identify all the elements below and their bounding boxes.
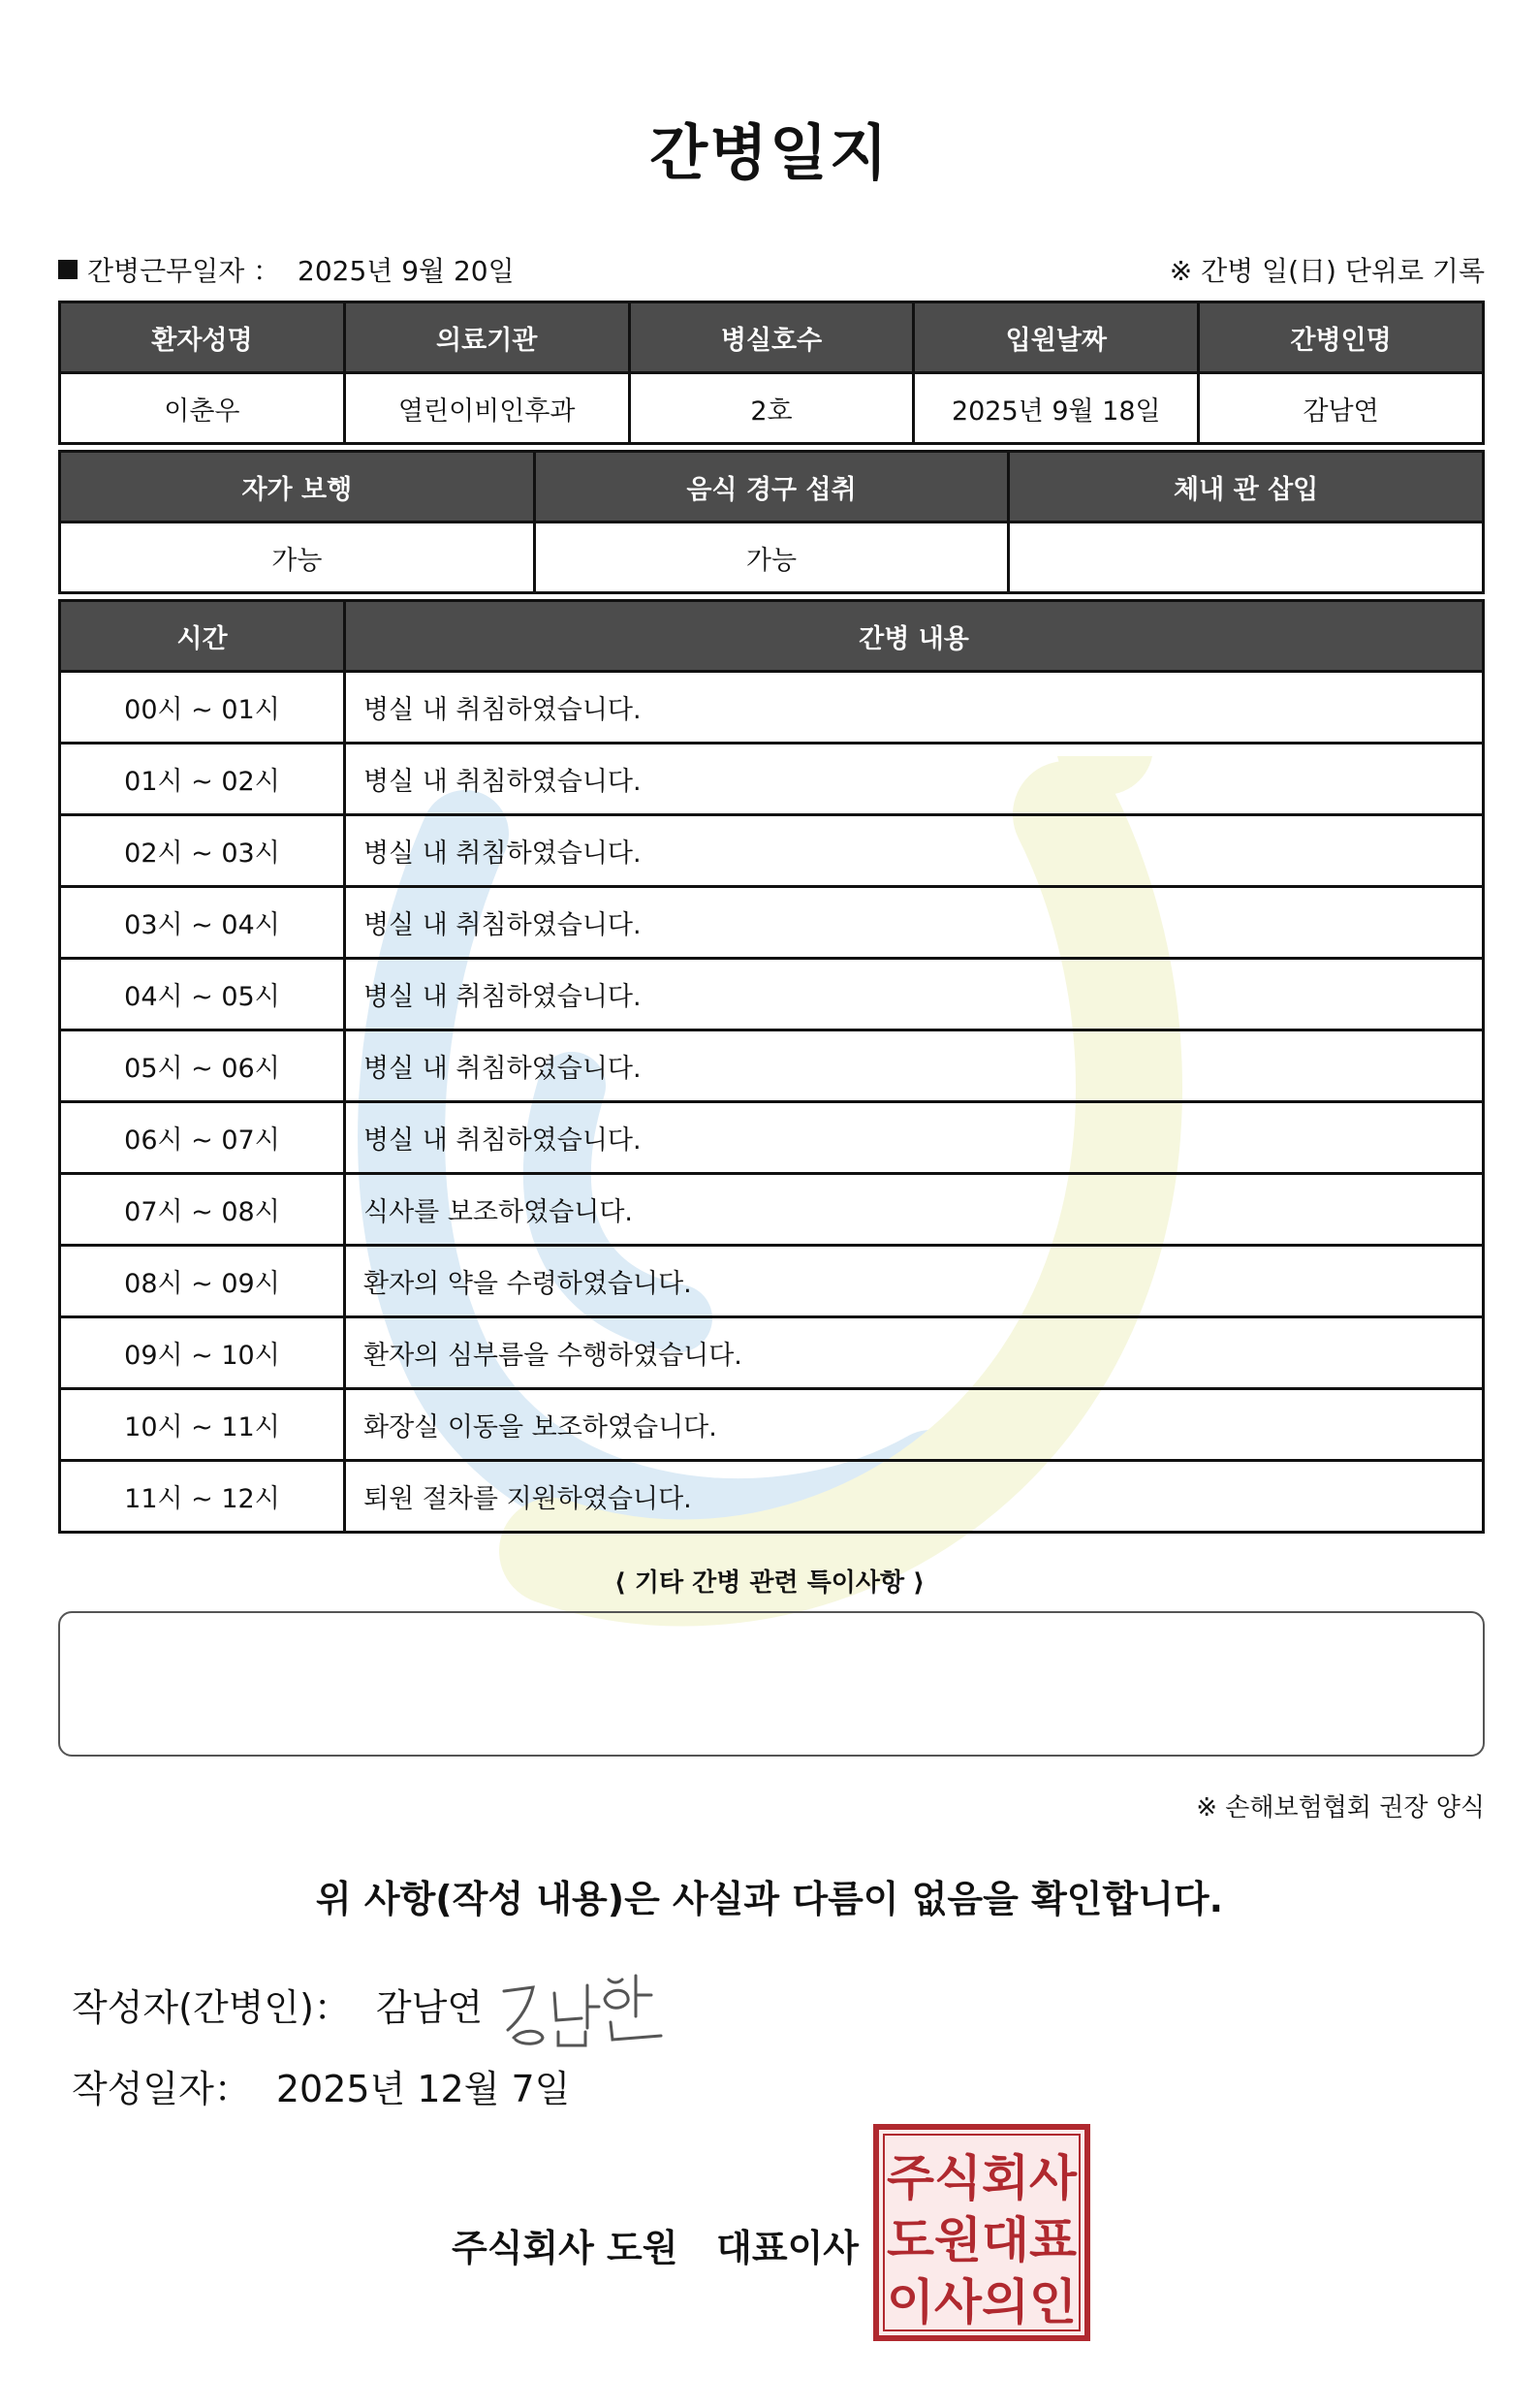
caregiver-name: 감남연 [1199, 373, 1484, 444]
work-date-label: 간병근무일자 ： [87, 255, 281, 287]
record-unit-note: ※ 간병 일(日) 단위로 기록 [1169, 255, 1485, 287]
time-cell: 01시 ~ 02시 [60, 744, 345, 815]
room-number: 2호 [629, 373, 914, 444]
table-row [60, 1102, 1484, 1174]
header-oral-intake: 음식 경구 섭취 [534, 452, 1009, 523]
tube-insertion-value [1009, 523, 1484, 593]
header-room-number: 병실호수 [629, 302, 914, 373]
self-walking-value: 가능 [60, 523, 535, 593]
table-row [60, 1317, 1484, 1389]
content-cell: 환자의 심부름을 수행하였습니다. [345, 1317, 1484, 1389]
written-date-value: 2025년 12월 7일 [275, 2068, 571, 2110]
content-cell: 식사를 보조하였습니다. [345, 1174, 1484, 1246]
header-hospital: 의료기관 [344, 302, 629, 373]
table-row [60, 815, 1484, 887]
other-notes-box [58, 1611, 1485, 1757]
work-date-value: 2025년 9월 20일 [298, 255, 515, 287]
time-cell: 09시 ~ 10시 [60, 1317, 345, 1389]
writer-line [72, 1978, 483, 2031]
table-row [60, 1461, 1484, 1533]
written-date-label: 작성일자： [72, 2068, 251, 2110]
square-bullet-icon [58, 260, 78, 279]
schedule-header-row [60, 601, 1484, 672]
content-cell: 병실 내 취침하였습니다. [345, 887, 1484, 959]
time-cell: 05시 ~ 06시 [60, 1030, 345, 1102]
time-cell: 10시 ~ 11시 [60, 1389, 345, 1461]
written-date-line [72, 2059, 570, 2112]
table-row [60, 744, 1484, 815]
care-schedule-table [58, 599, 1485, 1534]
time-cell: 00시 ~ 01시 [60, 672, 345, 744]
header-admission-date: 입원날짜 [914, 302, 1199, 373]
table-row [60, 672, 1484, 744]
header-self-walking: 자가 보행 [60, 452, 535, 523]
content-cell: 병실 내 취침하였습니다. [345, 815, 1484, 887]
work-date-line [58, 250, 515, 289]
admission-date: 2025년 9월 18일 [914, 373, 1199, 444]
time-cell: 06시 ~ 07시 [60, 1102, 345, 1174]
content-cell: 환자의 약을 수령하였습니다. [345, 1246, 1484, 1317]
patient-value-row [60, 373, 1484, 444]
header-time: 시간 [60, 601, 345, 672]
patient-header-row [60, 302, 1484, 373]
content-cell: 병실 내 취침하였습니다. [345, 744, 1484, 815]
time-cell: 08시 ~ 09시 [60, 1246, 345, 1317]
time-cell: 11시 ~ 12시 [60, 1461, 345, 1533]
time-cell: 07시 ~ 08시 [60, 1174, 345, 1246]
company-representative [452, 2218, 859, 2271]
seal-line: 주식회사 [887, 2150, 1078, 2206]
time-cell: 04시 ~ 05시 [60, 959, 345, 1030]
company-seal [872, 2123, 1091, 2342]
header-patient-name: 환자성명 [60, 302, 345, 373]
confirmation-statement: 위 사항(작성 내용)은 사실과 다름이 없음을 확인합니다. [315, 1878, 1224, 1920]
table-row [60, 887, 1484, 959]
content-cell: 병실 내 취침하였습니다. [345, 1030, 1484, 1102]
header-tube-insertion: 체내 관 삽입 [1009, 452, 1484, 523]
handwritten-signature [494, 1958, 669, 2051]
writer-label: 작성자(간병인)： [72, 1986, 351, 2029]
table-row [60, 1174, 1484, 1246]
header-caregiver-name: 간병인명 [1199, 302, 1484, 373]
patient-info-table [58, 301, 1485, 445]
seal-line: 이사의인 [887, 2274, 1077, 2330]
time-cell: 02시 ~ 03시 [60, 815, 345, 887]
status-value-row [60, 523, 1484, 593]
content-cell: 퇴원 절차를 지원하였습니다. [345, 1461, 1484, 1533]
patient-status-table [58, 450, 1485, 594]
document-title: 간병일지 [649, 117, 890, 188]
form-source-note: ※ 손해보험협회 권장 양식 [1196, 1793, 1485, 1822]
content-cell: 병실 내 취침하였습니다. [345, 1102, 1484, 1174]
table-row [60, 1389, 1484, 1461]
hospital-name: 열린이비인후과 [344, 373, 629, 444]
company-name: 주식회사 도원 대표이사 [452, 2227, 859, 2269]
other-notes-title: ⟨ 기타 간병 관련 특이사항 ⟩ [613, 1568, 926, 1598]
oral-intake-value: 가능 [534, 523, 1009, 593]
table-row [60, 1246, 1484, 1317]
table-row [60, 959, 1484, 1030]
header-care-content: 간병 내용 [345, 601, 1484, 672]
patient-name: 이춘우 [60, 373, 345, 444]
writer-name: 감남연 [375, 1986, 484, 2029]
seal-line: 도원대표 [887, 2212, 1078, 2268]
content-cell: 화장실 이동을 보조하였습니다. [345, 1389, 1484, 1461]
content-cell: 병실 내 취침하였습니다. [345, 959, 1484, 1030]
table-row [60, 1030, 1484, 1102]
content-cell: 병실 내 취침하였습니다. [345, 672, 1484, 744]
status-header-row [60, 452, 1484, 523]
time-cell: 03시 ~ 04시 [60, 887, 345, 959]
